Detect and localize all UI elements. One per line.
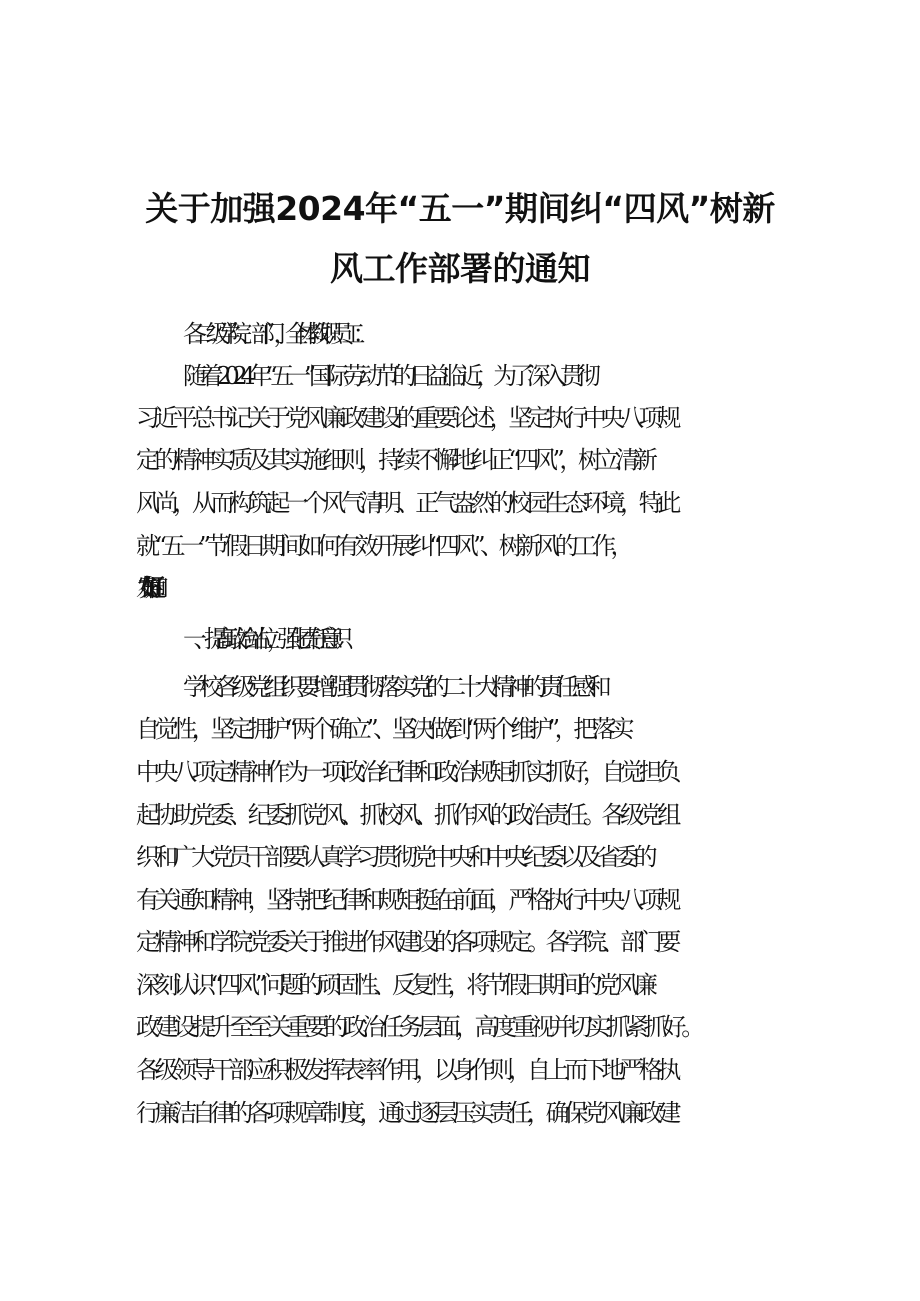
section-heading: 一、提高政治站位，强化责任意识: [183, 625, 340, 653]
paragraph-2-line: 中央八项定精神作为一项政治纪律和政治规矩抓实抓好，自觉担负: [136, 758, 676, 786]
paragraph-2-line: 深刻认识“四风”问题的顽固性、反复性，将节假日期间的党风廉: [136, 971, 653, 999]
paragraph-2-line: 各级领导干部应积极发挥表率作用，以身作则，自上而下地严格执: [136, 1056, 676, 1084]
paragraph-2-line: 政建设提升至至关重要的政治任务层面，高度重视并切实抓紧抓好。: [136, 1013, 700, 1041]
paragraph-1-line: 风尚，从而构筑起一个风气清明、正气盎然的校园生态环境，特此: [136, 489, 676, 517]
paragraph-2-line: 有关通知精神，坚持把纪律和规矩挺在前面，严格执行中央八项规: [136, 886, 676, 914]
paragraph-2-line: 织和广大党员干部要认真学习贯彻党中央和中央纪委以及省委的: [136, 843, 652, 871]
paragraph-1-line: 习近平总书记关于党风廉政建设的重要论述，坚定执行中央八项规: [136, 404, 676, 432]
paragraph-2-line: 学校各级党组织要增强贯彻落实党的二十大精神的责任感和: [183, 673, 604, 701]
document-title-line-1: 关于加强2024年“五一”期间纠“四风”树新: [145, 189, 775, 228]
salutation: 各二级学院、部门，全体教职员工：: [183, 320, 364, 348]
paragraph-2-line: 自觉性，坚定拥护“两个确立”、坚决做到“两个维护”，把落实: [136, 715, 630, 743]
paragraph-2-line: 定精神和学院党委关于推进作风建设的各项规定。各学院、部门要: [136, 928, 676, 956]
paragraph-1-line: 定的精神实质及其实施细则，持续不懈地纠正“四风”，树立清新: [136, 446, 653, 474]
paragraph-2-line: 行廉洁自律的各项规章制度，通过逐层压实责任，确保党风廉政建: [136, 1099, 676, 1127]
paragraph-2-line: 起协助党委、纪委抓党风、抓校风、抓作风的政治责任。各级党组: [136, 801, 676, 829]
paragraph-1-line: 发布如下通知：: [136, 574, 148, 602]
paragraph-1-line: 就“五一”节假日期间如何有效开展纠“四风”、树新风的工作，: [136, 532, 630, 560]
document-title-line-2: 风工作部署的通知: [330, 249, 590, 288]
paragraph-1-line: 随着2024年“五一”国际劳动节的日益临近，为了深入贯彻: [183, 362, 594, 390]
